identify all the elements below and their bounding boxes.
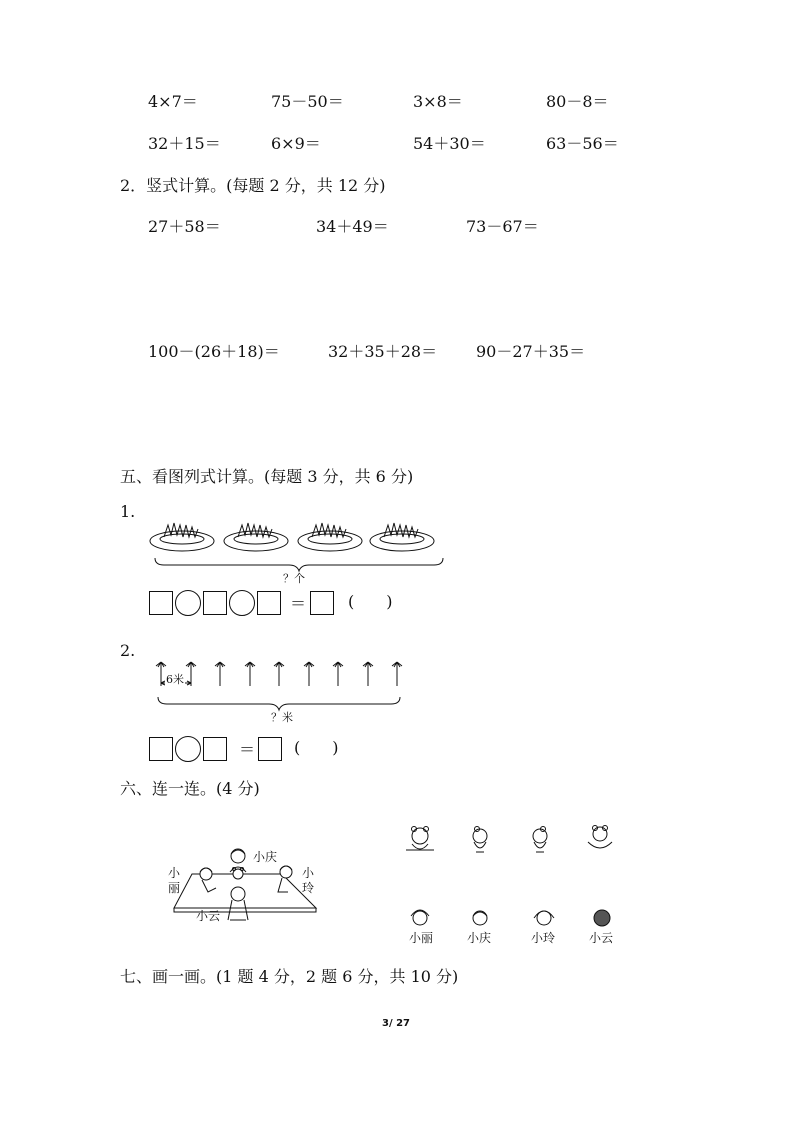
- xiaoling-icon: [534, 911, 554, 925]
- xiaoyun-icon: [594, 910, 610, 926]
- problem1-number: 1.: [120, 502, 136, 521]
- tree-icon: [333, 662, 343, 686]
- scene-label-ling-2: 玲: [302, 881, 315, 895]
- scene-label-li-2: 丽: [168, 881, 181, 895]
- operator-circle[interactable]: [175, 736, 201, 762]
- vertical-calc-5: 32＋35＋28＝: [328, 342, 438, 361]
- brace-label-length: ？米: [271, 711, 293, 724]
- brace-label-count: ？个: [283, 572, 305, 585]
- tree-icon: [274, 662, 284, 686]
- oral-calc-5: 32＋15＝: [148, 134, 221, 153]
- answer-box[interactable]: [149, 591, 173, 615]
- plate-icon: [224, 523, 288, 551]
- child-name-qing: 小庆: [467, 931, 492, 945]
- oral-calc-4: 80－8＝: [546, 92, 609, 111]
- tree-icon: [304, 662, 314, 686]
- equals-sign: ＝: [290, 594, 307, 613]
- answer-box[interactable]: [257, 591, 281, 615]
- tree-icon: [363, 662, 373, 686]
- tree-icon: [186, 662, 196, 686]
- oral-calc-1: 4×7＝: [148, 92, 198, 111]
- bear-side-right-icon: [533, 827, 547, 853]
- bear-views-row: [404, 824, 624, 858]
- page-number: 3/ 27: [382, 1018, 411, 1029]
- vertical-calc-3: 73－67＝: [466, 217, 539, 236]
- oral-calc-3: 3×8＝: [413, 92, 463, 111]
- bear-front-icon: [406, 827, 434, 851]
- answer-box[interactable]: [203, 737, 227, 761]
- result-box[interactable]: [258, 737, 282, 761]
- child-name-yun: 小云: [589, 931, 614, 945]
- tree-icon: [215, 662, 225, 686]
- section5-heading: 五、看图列式计算。(每题 3 分，共 6 分): [120, 467, 414, 486]
- operator-circle[interactable]: [175, 590, 201, 616]
- xiaoqing-icon: [473, 911, 487, 925]
- answer-box[interactable]: [203, 591, 227, 615]
- unit-paren[interactable]: ( ): [294, 738, 339, 757]
- section7-heading: 七、画一画。(1 题 4 分，2 题 6 分，共 10 分): [120, 967, 459, 986]
- trees-illustration: [150, 658, 410, 690]
- brace-icon: [157, 697, 401, 711]
- result-box[interactable]: [310, 591, 334, 615]
- oral-calc-7: 54＋30＝: [413, 134, 486, 153]
- operator-circle[interactable]: [229, 590, 255, 616]
- bear-back-icon: [588, 826, 612, 849]
- vertical-calc-1: 27＋58＝: [148, 217, 221, 236]
- section6-heading: 六、连一连。(4 分): [120, 779, 260, 798]
- plate-icon: [150, 523, 214, 551]
- problem2-number: 2.: [120, 641, 136, 660]
- tree-icon: [245, 662, 255, 686]
- answer-box[interactable]: [149, 737, 173, 761]
- distance-label: 6米: [166, 673, 184, 686]
- bear-side-left-icon: [473, 827, 487, 853]
- child-name-ling: 小玲: [531, 931, 556, 945]
- vertical-calc-2: 34＋49＝: [316, 217, 389, 236]
- brace-icon: [154, 558, 444, 572]
- scene-label-li-1: 小: [168, 866, 181, 880]
- xiaoli-icon: [411, 910, 429, 925]
- child-name-li: 小丽: [409, 931, 434, 945]
- oral-calc-6: 6×9＝: [271, 134, 321, 153]
- plate-icon: [298, 523, 362, 551]
- q2-heading: 2．竖式计算。(每题 2 分，共 12 分): [120, 176, 386, 195]
- unit-paren[interactable]: ( ): [348, 592, 393, 611]
- plate-icon: [370, 523, 434, 551]
- tree-icon: [392, 662, 402, 686]
- oral-calc-8: 63－56＝: [546, 134, 619, 153]
- scene-label-ling-1: 小: [302, 866, 315, 880]
- children-row: [406, 906, 626, 932]
- scene-label-yun: 小云: [196, 909, 221, 923]
- oral-calc-2: 75－50＝: [271, 92, 344, 111]
- scene-label-qing: 小庆: [253, 850, 278, 864]
- vertical-calc-4: 100－(26＋18)＝: [148, 342, 280, 361]
- vertical-calc-6: 90－27＋35＝: [476, 342, 586, 361]
- bear-toy-icon: [233, 868, 244, 880]
- equals-sign: ＝: [239, 740, 256, 759]
- fruit-plates-illustration: [150, 517, 450, 557]
